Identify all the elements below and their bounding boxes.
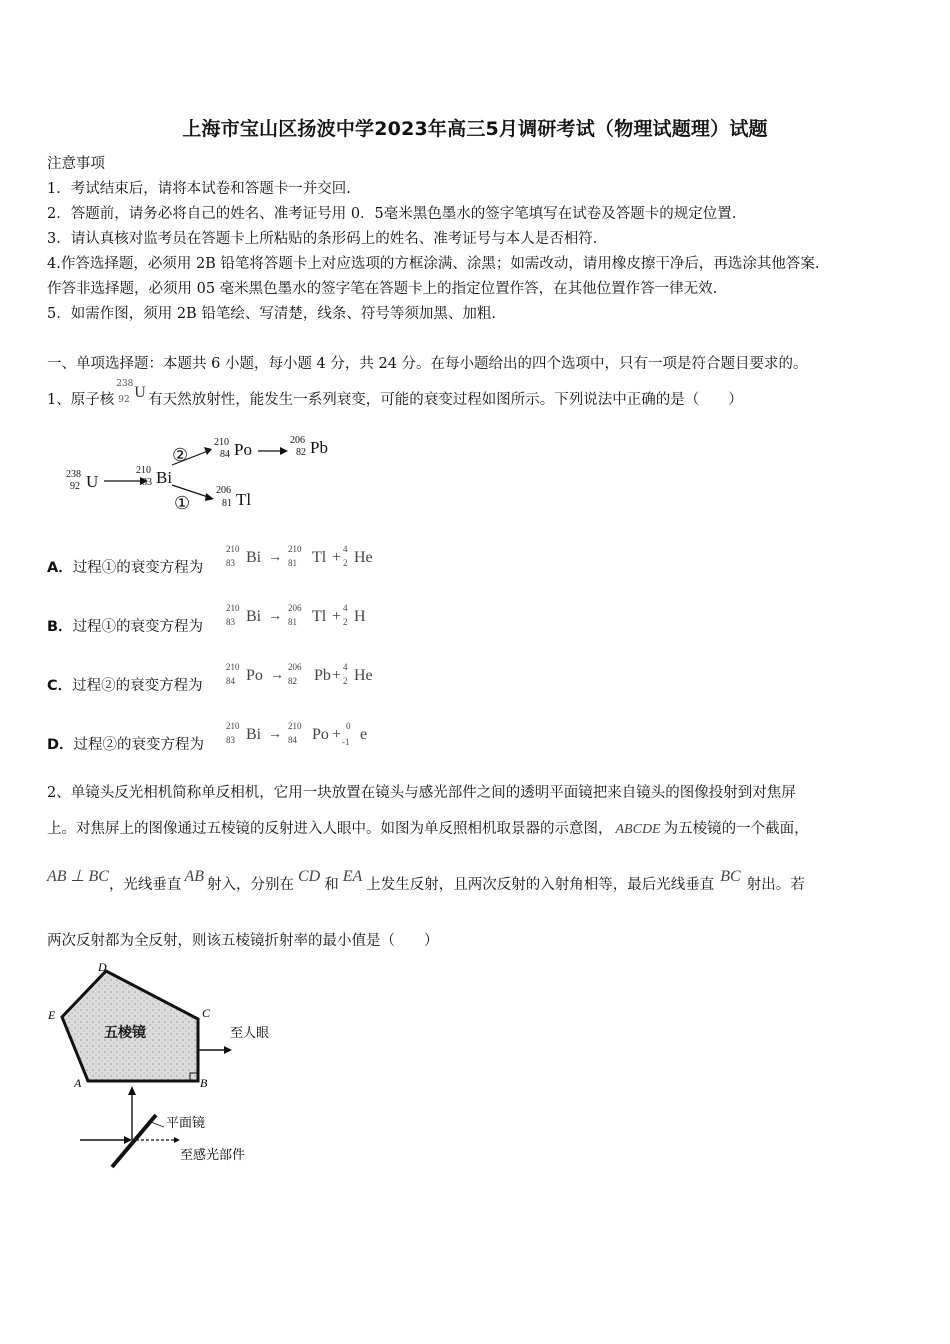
svg-text:210: 210 bbox=[226, 603, 240, 613]
po-z: 84 bbox=[220, 449, 230, 460]
tl-symbol: Tl bbox=[236, 490, 252, 509]
notice-item: 作答非选择题，必须用 05 毫米黑色墨水的签字笔在答题卡上的指定位置作答，在其他位置作答一律无效. bbox=[47, 281, 718, 297]
option-c-equation bbox=[224, 658, 394, 690]
svg-text:→: → bbox=[268, 550, 282, 565]
option-d[interactable]: D．过程②的衰变方程为 bbox=[47, 737, 205, 753]
u-z: 92 bbox=[70, 481, 80, 492]
question-2-line-3: AB ⊥ BC，光线垂直 AB 射入，分别在 CD 和 EA 上发生反射，且两次反射的入射角相等，最后光线垂直 BC 射出。若 bbox=[47, 868, 805, 893]
arrow-head-icon bbox=[280, 447, 288, 455]
svg-text:Bi: Bi bbox=[246, 608, 262, 625]
svg-text:210: 210 bbox=[288, 544, 302, 554]
option-b-equation bbox=[224, 599, 394, 631]
option-a[interactable]: A．过程①的衰变方程为 bbox=[47, 560, 204, 576]
eye-label: 至人眼 bbox=[230, 1026, 270, 1041]
path-1-label: ① bbox=[174, 493, 191, 513]
pb-symbol: Pb bbox=[310, 438, 328, 457]
notice-item: 5．如需作图，须用 2B 铅笔绘、写清楚，线条、符号等须加黑、加粗. bbox=[47, 306, 496, 322]
svg-text:206: 206 bbox=[288, 603, 302, 613]
bi-z: 83 bbox=[142, 477, 152, 488]
tl-z: 81 bbox=[222, 498, 232, 509]
arrow-head-icon bbox=[224, 1046, 232, 1054]
svg-text:He: He bbox=[354, 667, 373, 684]
svg-text:2: 2 bbox=[343, 676, 348, 686]
option-d-equation bbox=[224, 717, 394, 751]
svg-text:2: 2 bbox=[343, 617, 348, 627]
svg-text:83: 83 bbox=[226, 617, 235, 627]
option-b[interactable]: B．过程①的衰变方程为 bbox=[47, 619, 204, 635]
question-2-line-1: 2、单镜头反光相机简称单反相机，它用一块放置在镜头与感光部件之间的透明平面镜把来自镜头的图像投射到对焦屏 bbox=[47, 785, 796, 801]
svg-text:2: 2 bbox=[343, 558, 348, 568]
svg-text:206: 206 bbox=[288, 662, 302, 672]
path-2-label: ② bbox=[172, 445, 189, 465]
question-2-line-2: 上。对焦屏上的图像通过五棱镜的反射进入人眼中。如图为单反照相机取景器的示意图， ABCDE 为五棱镜的一个截面， bbox=[47, 821, 809, 837]
bi-mass: 210 bbox=[136, 465, 151, 476]
svg-text:Tl: Tl bbox=[312, 608, 327, 625]
svg-text:+: + bbox=[332, 549, 342, 566]
vertex-d: D bbox=[98, 960, 107, 974]
option-c[interactable]: C．过程②的衰变方程为 bbox=[47, 678, 203, 694]
svg-text:4: 4 bbox=[343, 544, 348, 554]
po-symbol: Po bbox=[234, 440, 252, 459]
uranium-isotope: 238 92 U bbox=[116, 379, 146, 405]
svg-text:-1: -1 bbox=[342, 737, 350, 747]
svg-text:Po: Po bbox=[246, 667, 263, 684]
svg-text:e: e bbox=[360, 726, 368, 743]
svg-text:82: 82 bbox=[288, 676, 297, 686]
svg-text:84: 84 bbox=[226, 676, 235, 686]
arrow-head-icon bbox=[174, 1137, 180, 1143]
svg-text:+: + bbox=[332, 726, 342, 743]
svg-text:H: H bbox=[354, 608, 366, 625]
arrow-head-icon bbox=[128, 1086, 136, 1095]
svg-text:→: → bbox=[268, 609, 282, 624]
svg-text:83: 83 bbox=[226, 735, 235, 745]
svg-text:Bi: Bi bbox=[246, 726, 262, 743]
tl-mass: 206 bbox=[216, 485, 231, 496]
notice-item: 4.作答选择题，必须用 2B 铅笔将答题卡上对应选项的方框涂满、涂黑；如需改动，请用橡皮擦干净后，再选涂其他答案. bbox=[47, 256, 820, 272]
option-a-equation bbox=[224, 540, 394, 572]
svg-text:Tl: Tl bbox=[312, 549, 327, 566]
svg-text:Bi: Bi bbox=[246, 549, 262, 566]
notice-item: 3．请认真核对监考员在答题卡上所粘贴的条形码上的姓名、准考证号与本人是否相符. bbox=[47, 231, 598, 247]
svg-text:He: He bbox=[354, 549, 373, 566]
svg-text:84: 84 bbox=[288, 735, 297, 745]
svg-text:210: 210 bbox=[226, 721, 240, 731]
question-2-line-4: 两次反射都为全反射，则该五棱镜折射率的最小值是（ ） bbox=[47, 933, 439, 949]
notice-item: 1．考试结束后，请将本试卷和答题卡一并交回. bbox=[47, 181, 351, 197]
svg-text:0: 0 bbox=[346, 721, 351, 731]
svg-text:4: 4 bbox=[343, 603, 348, 613]
bi-symbol: Bi bbox=[156, 468, 173, 487]
prism-label: 五棱镜 bbox=[104, 1025, 146, 1041]
svg-text:→: → bbox=[270, 668, 284, 683]
svg-text:210: 210 bbox=[226, 544, 240, 554]
pb-mass: 206 bbox=[290, 435, 305, 446]
plane-mirror bbox=[112, 1115, 156, 1167]
svg-text:81: 81 bbox=[288, 558, 297, 568]
svg-text:Po: Po bbox=[312, 726, 329, 743]
section-heading: 一、单项选择题：本题共 6 小题，每小题 4 分，共 24 分。在每小题给出的四个选项中，只有一项是符合题目要求的。 bbox=[47, 356, 808, 372]
u-mass: 238 bbox=[66, 469, 81, 480]
arrow-head-icon bbox=[205, 493, 214, 501]
vertex-c: C bbox=[202, 1006, 211, 1020]
notice-heading: 注意事项 bbox=[47, 156, 105, 172]
svg-text:Pb: Pb bbox=[314, 667, 331, 684]
po-mass: 210 bbox=[214, 437, 229, 448]
svg-text:210: 210 bbox=[226, 662, 240, 672]
page-title: 上海市宝山区扬波中学2023年高三5月调研考试（物理试题理）试题 bbox=[182, 118, 768, 140]
decay-diagram bbox=[60, 425, 360, 520]
svg-text:+: + bbox=[332, 667, 342, 684]
question-1-stem: 1、原子核 238 92 U 有天然放射性，能发生一系列衰变，可能的衰变过程如图所示。下列说法中正确的是（ ） bbox=[47, 379, 743, 408]
svg-text:210: 210 bbox=[288, 721, 302, 731]
svg-text:+: + bbox=[332, 608, 342, 625]
svg-text:→: → bbox=[268, 727, 282, 742]
arrow-head-icon bbox=[204, 447, 212, 455]
svg-text:4: 4 bbox=[343, 662, 348, 672]
notice-item: 2．答题前，请务必将自己的姓名、准考证号用 0．5毫米黑色墨水的签字笔填写在试卷及答题卡的规定位置. bbox=[47, 206, 737, 222]
vertex-a: A bbox=[74, 1076, 82, 1090]
sensor-label: 至感光部件 bbox=[180, 1148, 246, 1163]
pb-z: 82 bbox=[296, 447, 306, 458]
u-symbol: U bbox=[86, 472, 99, 491]
svg-text:83: 83 bbox=[226, 558, 235, 568]
svg-text:81: 81 bbox=[288, 617, 297, 627]
vertex-b: B bbox=[200, 1076, 208, 1090]
pentaprism-diagram bbox=[44, 955, 284, 1175]
vertex-e: E bbox=[48, 1008, 56, 1022]
mirror-label: 平面镜 bbox=[166, 1116, 206, 1131]
